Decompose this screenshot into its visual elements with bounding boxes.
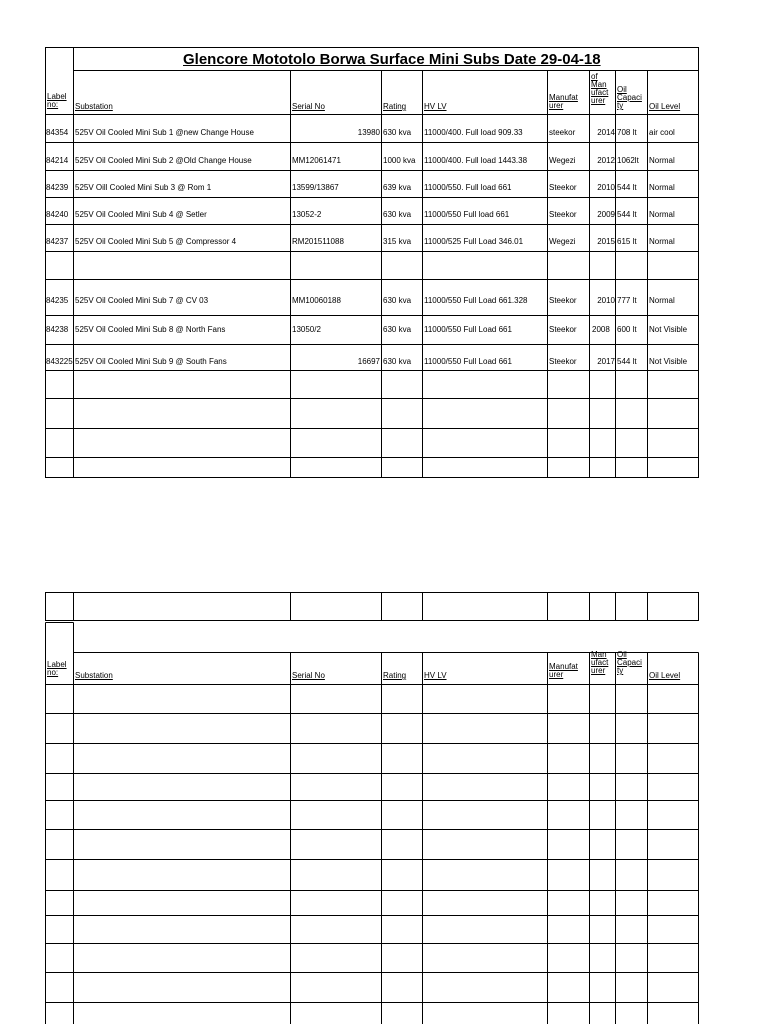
cell-manufacturer: steekor (549, 128, 576, 137)
header2-level: Oil Level (649, 672, 681, 680)
cell-hvlv: 11000/550 Full Load 661 (424, 325, 512, 334)
cell-year: 2014 (597, 128, 615, 137)
cell-hvlv: 11000/550. Full load 661 (424, 183, 512, 192)
cell-capacity: 544 lt (617, 357, 637, 366)
cell-substation: 525V Oil Cooled Mini Sub 8 @ North Fans (75, 325, 226, 334)
cell-serial: 13980 (357, 128, 380, 137)
cell-capacity: 544 lt (617, 183, 637, 192)
header-rating: Rating (383, 103, 407, 111)
table-row (0, 156, 768, 168)
table-row (0, 296, 768, 308)
cell-level: Not Visible (649, 325, 688, 334)
cell-serial: 16697 (357, 357, 380, 366)
cell-serial: 13052-2 (292, 210, 322, 219)
header-level: Oil Level (649, 103, 681, 111)
cell-level: Normal (649, 210, 675, 219)
cell-capacity: 544 lt (617, 210, 637, 219)
cell-label: 84240 (46, 210, 69, 219)
cell-serial: MM10060188 (292, 296, 341, 305)
cell-hvlv: 11000/550 Full load 661 (424, 210, 510, 219)
cell-year: 2012 (597, 156, 615, 165)
cell-rating: 1000 kva (383, 156, 416, 165)
cell-manufacturer: Steekor (549, 210, 577, 219)
cell-label: 84239 (46, 183, 69, 192)
cell-manufacturer: Steekor (549, 325, 577, 334)
cell-year: 2015 (597, 237, 615, 246)
table-row (0, 237, 768, 249)
cell-substation: 525V Oil Cooled Mini Sub 7 @ CV 03 (75, 296, 209, 305)
cell-year: 2017 (597, 357, 615, 366)
cell-level: Normal (649, 296, 675, 305)
cell-label: 84354 (46, 128, 69, 137)
cell-rating: 639 kva (383, 183, 412, 192)
cell-serial: 13050/2 (292, 325, 321, 334)
cell-serial: MM12061471 (292, 156, 341, 165)
table-row (0, 183, 768, 195)
header2-manufacturer: Manufat urer (549, 663, 578, 679)
cell-manufacturer: Steekor (549, 357, 577, 366)
cell-capacity: 600 lt (617, 325, 637, 334)
cell-year: 2010 (597, 183, 615, 192)
cell-manufacturer: Wegezi (549, 237, 576, 246)
cell-substation: 525V Oil Cooled Mini Sub 5 @ Compressor 4 (75, 237, 237, 246)
cell-year: 2010 (597, 296, 615, 305)
cell-label: 843225 (46, 357, 73, 366)
cell-substation: 525V Oil Cooled Mini Sub 2 @Old Change House (75, 156, 252, 165)
cell-label: 84235 (46, 296, 69, 305)
header-year: of Man ufact urer (591, 73, 609, 105)
cell-manufacturer: Steekor (549, 183, 577, 192)
header-manufacturer: Manufat urer (549, 94, 578, 110)
cell-substation: 525V Oil Cooled Mini Sub 9 @ South Fans (75, 357, 227, 366)
cell-capacity: 708 lt (617, 128, 637, 137)
cell-rating: 315 kva (383, 237, 412, 246)
header2-serial: Serial No (292, 672, 325, 680)
header-hvlv: HV LV (424, 103, 447, 111)
cell-year: 2008 (592, 325, 610, 334)
header2-rating: Rating (383, 672, 407, 680)
header-capacity: Oil Capaci ty (617, 86, 642, 110)
cell-rating: 630 kva (383, 210, 412, 219)
cell-level: Not Visible (649, 357, 688, 366)
table-row (0, 210, 768, 222)
cell-rating: 630 kva (383, 128, 412, 137)
cell-serial: 13599/13867 (292, 183, 339, 192)
cell-year: 2009 (597, 210, 615, 219)
cell-hvlv: 11000/400. Full load 909.33 (424, 128, 523, 137)
cell-capacity: 1062lt (617, 156, 639, 165)
cell-manufacturer: Steekor (549, 296, 577, 305)
table-row (0, 325, 768, 337)
table-row (0, 128, 768, 140)
header2-label: Label no: (47, 661, 67, 677)
cell-level: Normal (649, 237, 675, 246)
cell-hvlv: 11000/550 Full Load 661 (424, 357, 512, 366)
cell-capacity: 615 lt (617, 237, 637, 246)
cell-label: 84237 (46, 237, 69, 246)
header2-year: Man ufact urer (591, 651, 609, 675)
cell-manufacturer: Wegezi (549, 156, 576, 165)
cell-hvlv: 11000/525 Full Load 346.01 (424, 237, 524, 246)
cell-level: Normal (649, 183, 675, 192)
header2-capacity: Oil Capaci ty (617, 651, 642, 675)
page-title: Glencore Mototolo Borwa Surface Mini Subs Date 29-04-18 (183, 51, 601, 68)
cell-label: 84214 (46, 156, 69, 165)
cell-level: air cool (649, 128, 675, 137)
header2-hvlv: HV LV (424, 672, 447, 680)
header2-substation: Substation (75, 672, 113, 680)
cell-serial: RM201511088 (292, 237, 344, 246)
cell-capacity: 777 lt (617, 296, 637, 305)
cell-substation: 525V Oil Cooled Mini Sub 4 @ Setler (75, 210, 207, 219)
cell-rating: 630 kva (383, 325, 412, 334)
cell-hvlv: 11000/550 Full Load 661.328 (424, 296, 528, 305)
header-label: Label no: (47, 93, 67, 109)
cell-level: Normal (649, 156, 675, 165)
cell-rating: 630 kva (383, 296, 412, 305)
table-row (0, 357, 768, 369)
cell-label: 84238 (46, 325, 69, 334)
cell-substation: 525V Oil Cooled Mini Sub 1 @new Change House (75, 128, 254, 137)
cell-hvlv: 11000/400. Full load 1443.38 (424, 156, 528, 165)
header-substation: Substation (75, 103, 113, 111)
cell-substation: 525V Oill Cooled Mini Sub 3 @ Rom 1 (75, 183, 212, 192)
header-serial: Serial No (292, 103, 325, 111)
cell-rating: 630 kva (383, 357, 412, 366)
